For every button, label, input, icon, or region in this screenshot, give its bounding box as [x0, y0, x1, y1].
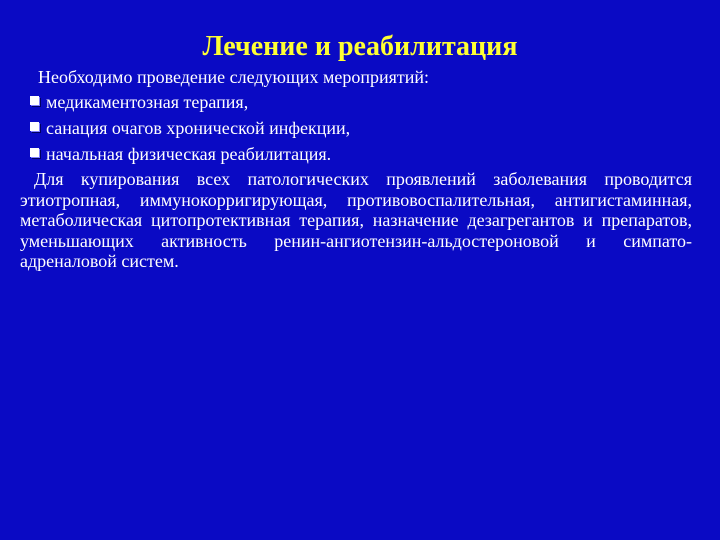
list-item: [30, 91, 350, 117]
square-bullet-icon: [30, 122, 39, 131]
intro-text: Необходимо проведение следующих мероприятий:: [38, 67, 429, 87]
bullet-text: санация очагов хронической инфекции,: [46, 118, 351, 138]
slide-title: Лечение и реабилитация: [202, 31, 518, 62]
bullet-list: [30, 91, 350, 169]
bullet-text: начальная физическая реабилитация.: [46, 144, 332, 164]
square-bullet-icon: [30, 148, 39, 157]
body-paragraph: Для купирования всех патологических проявлений заболевания проводится этиотропная, иммунокорригирующая, противовоспалительная, антигистаминная, метаболическая цитопротективная терапия, назначение дезагрегантов и препаратов, уменьшающих активность ренин-ангиотензин-альдостероновой и симпато-адреналовой систем.: [20, 169, 692, 271]
square-bullet-icon: [30, 96, 39, 105]
list-item: [30, 117, 350, 143]
list-item: [30, 143, 350, 169]
bullet-text: медикаментозная терапия,: [46, 92, 249, 112]
